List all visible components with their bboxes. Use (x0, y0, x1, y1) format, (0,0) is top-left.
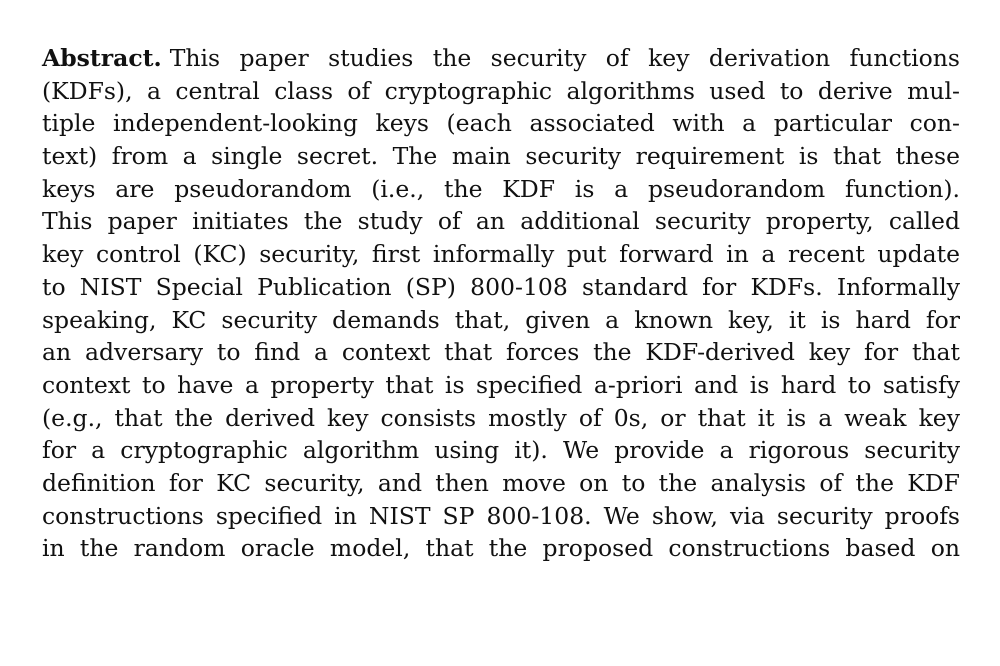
abstract-line-14: definition for KC security, and then move on to the analysis of the KDF (42, 468, 960, 497)
abstract-line-2: (KDFs), a central class of cryptographic algorithms used to derive mul- (42, 76, 960, 105)
abstract-line-13: for a cryptographic algorithm using it). We provide a rigorous security (42, 436, 960, 465)
abstract-line-9: speaking, KC security demands that, given a known key, it is hard for (42, 305, 960, 334)
abstract-line-1 (42, 42, 960, 75)
abstract-line-3: tiple independent-looking keys (each associated with a particular con- (42, 109, 960, 138)
abstract-line-11: context to have a property that is specified a-priori and is hard to satisfy (42, 370, 960, 399)
abstract-paragraph (42, 42, 960, 565)
abstract-line-12: (e.g., that the derived key consists mostly of 0s, or that it is a weak key (42, 403, 960, 432)
abstract-line-15: constructions specified in NIST SP 800-108. We show, via security proofs (42, 501, 960, 530)
abstract-line-8: to NIST Special Publication (SP) 800-108 standard for KDFs. Informally (42, 272, 960, 301)
abstract-heading: Abstract. (42, 44, 162, 72)
abstract-line-6: This paper initiates the study of an additional security property, called (42, 207, 960, 236)
abstract-line-5: keys are pseudorandom (i.e., the KDF is a pseudorandom function). (42, 174, 960, 203)
abstract-line-4: text) from a single secret. The main security requirement is that these (42, 142, 960, 171)
abstract-line-7: key control (KC) security, first informally put forward in a recent update (42, 240, 960, 269)
abstract-line-16: in the random oracle model, that the proposed constructions based on (42, 534, 960, 563)
paper-page (42, 42, 960, 565)
abstract-line-text: This paper studies the security of key derivation functions (169, 44, 960, 72)
abstract-line-10: an adversary to find a context that forces the KDF-derived key for that (42, 338, 960, 367)
